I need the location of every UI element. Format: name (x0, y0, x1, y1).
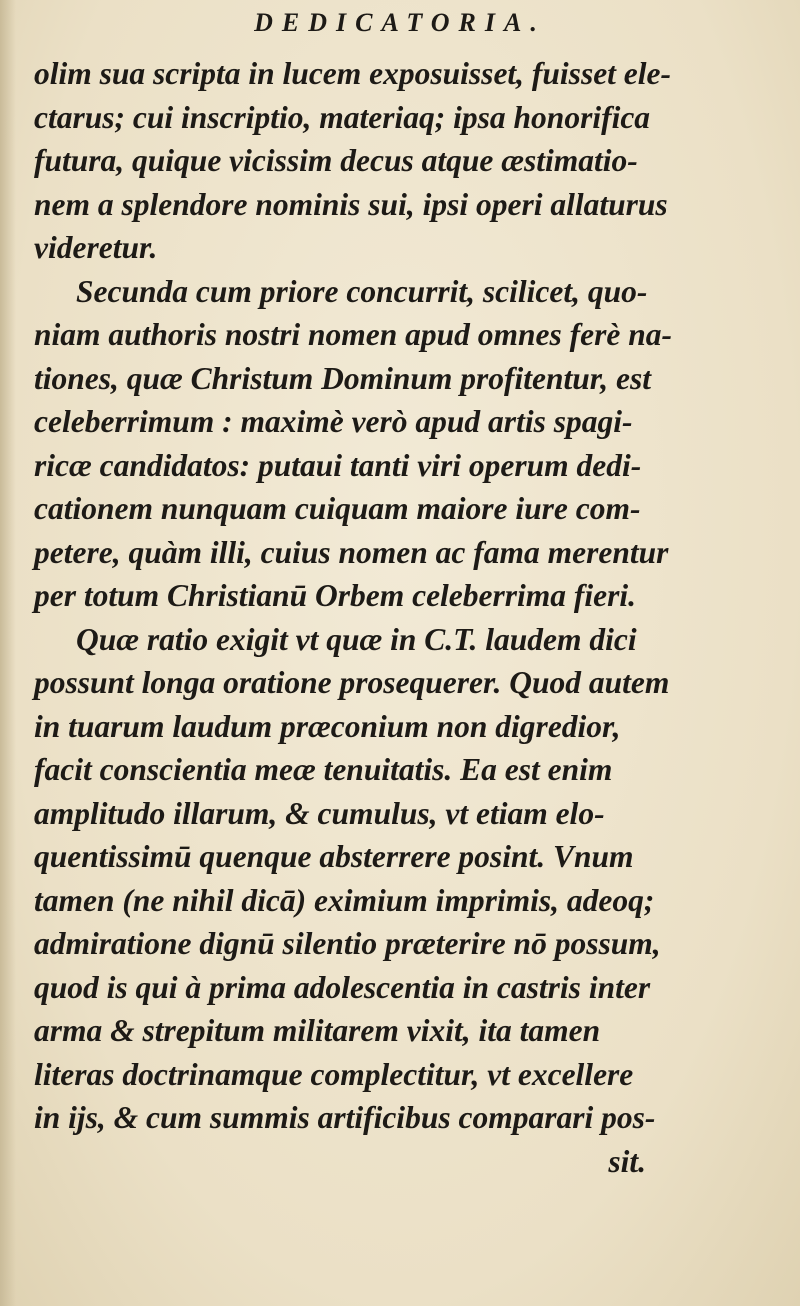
page-gutter-shadow (0, 0, 16, 1306)
text-line: olim sua scripta in lucem exposuisset, fuisset ele- (34, 56, 672, 91)
text-line: tamen (ne nihil dicā) eximium imprimis, adeoq; (34, 882, 655, 918)
text-line: admiratione dignū silentio præterire nō possum, (34, 926, 661, 961)
text-line: ricæ candidatos: putaui tanti viri operum dedi- (34, 447, 642, 483)
text-line: facit conscientia meæ tenuitatis. Ea est enim (34, 752, 613, 787)
paragraph-start-line: Secunda cum priore concurrit, scilicet, quo- (76, 273, 648, 309)
body-text (34, 52, 794, 1183)
text-line: futura, quique vicissim decus atque æstimatio- (34, 143, 638, 178)
text-line: per totum Christianū Orbem celeberrima fieri. (34, 578, 637, 613)
text-line: quentissimū quenque absterrere posint. Vnum (34, 839, 634, 874)
text-line: in ijs, & cum summis artificibus comparari pos- (34, 1100, 656, 1135)
text-line: petere, quàm illi, cuius nomen ac fama merentur (34, 534, 669, 570)
text-line: literas doctrinamque complectitur, vt excellere (34, 1056, 634, 1092)
text-line: arma & strepitum militarem vixit, ita tamen (34, 1013, 601, 1048)
text-line: ctarus; cui inscriptio, materiaq; ipsa honorifica (34, 99, 651, 135)
paragraph-start-line: Quæ ratio exigit vt quæ in C.T. laudem dici (76, 621, 637, 657)
text-line: videretur. (34, 230, 158, 265)
text-line: in tuarum laudum præconium non digredior, (34, 708, 621, 744)
text-line: possunt longa oratione prosequerer. Quod autem (34, 665, 670, 700)
final-line: sit. (608, 1143, 646, 1179)
text-line: quod is qui à prima adolescentia in castris inter (34, 969, 651, 1005)
running-header: DEDICATORIA. (254, 8, 546, 37)
text-line: tiones, quæ Christum Dominum profitentur, est (34, 360, 652, 396)
text-line: celeberrimum : maximè verò apud artis spagi- (34, 404, 633, 439)
text-line: nem a splendore nominis sui, ipsi operi allaturus (34, 186, 668, 222)
text-line: niam authoris nostri nomen apud omnes ferè na- (34, 317, 673, 352)
text-line: amplitudo illarum, & cumulus, vt etiam elo- (34, 795, 605, 831)
text-line: cationem nunquam cuiquam maiore iure com- (34, 491, 641, 526)
